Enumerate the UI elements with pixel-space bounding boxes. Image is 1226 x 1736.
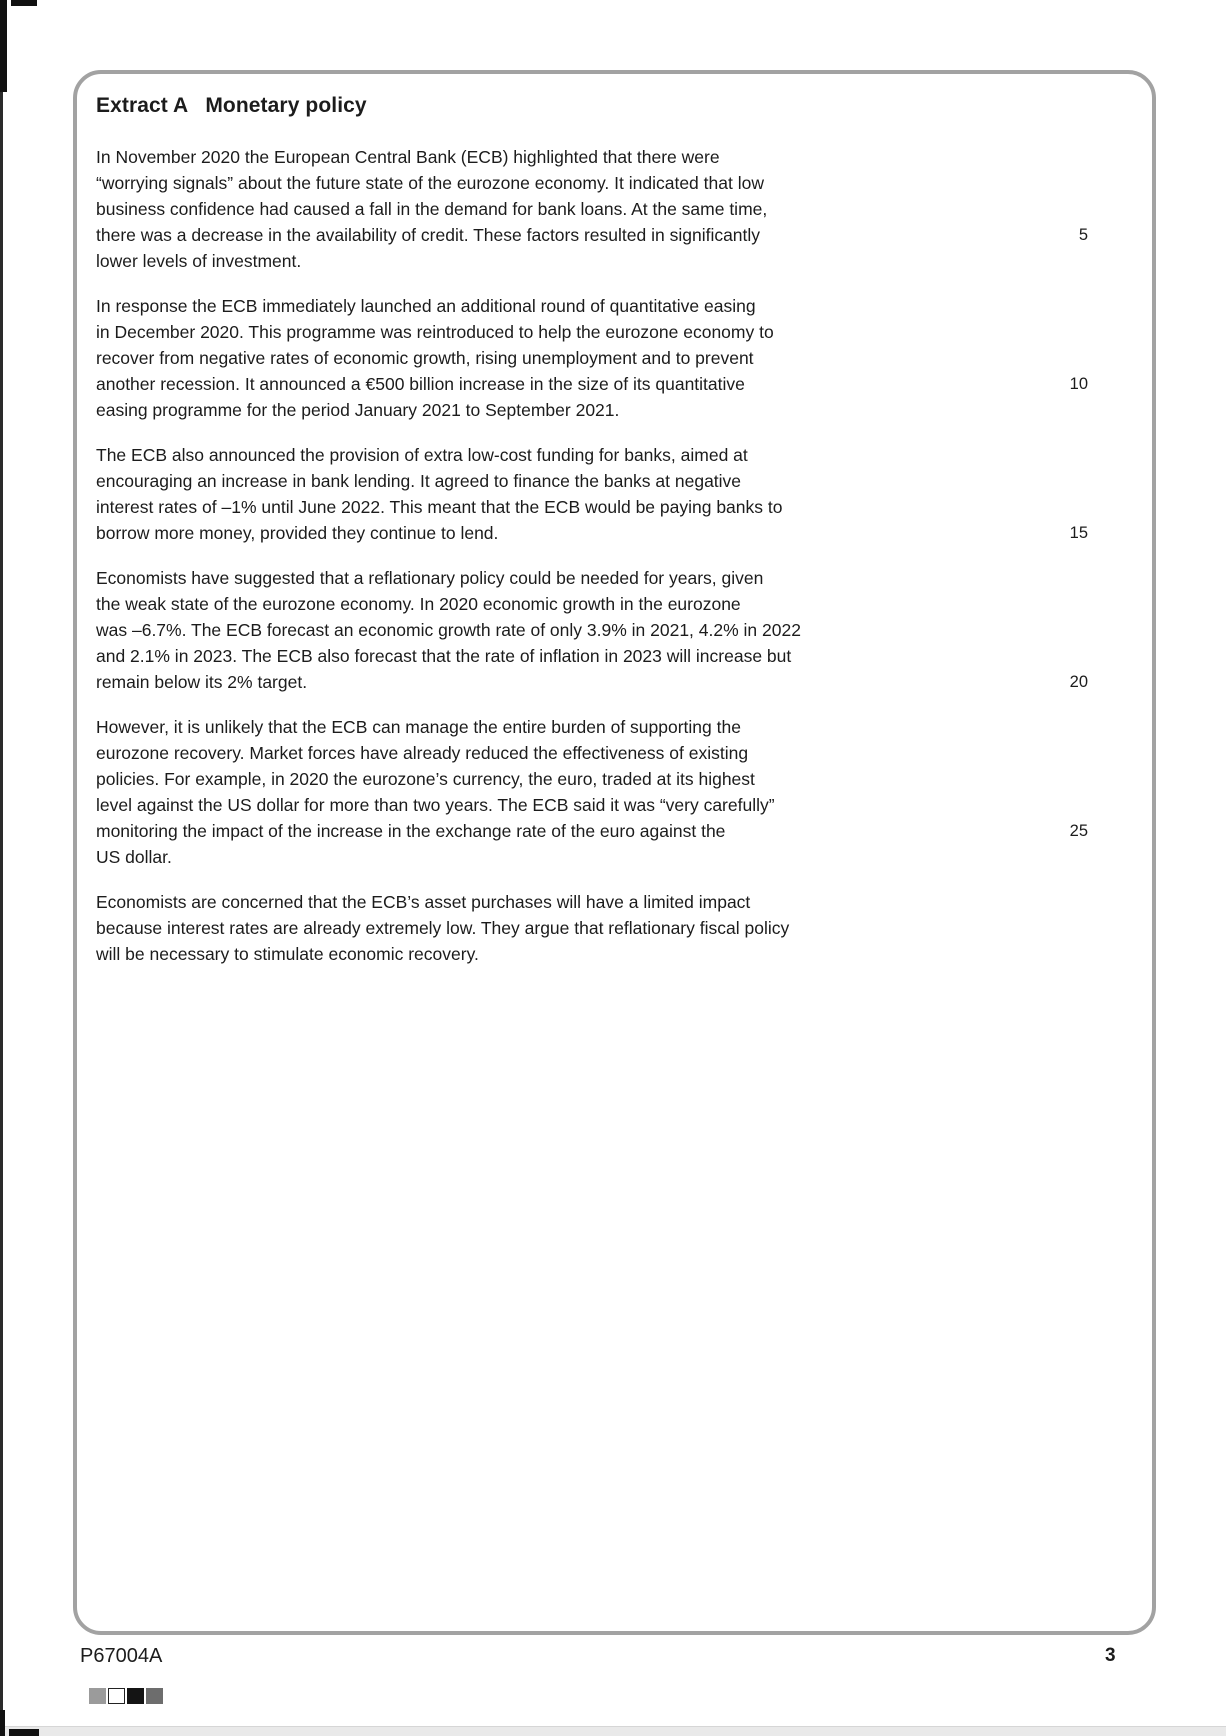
- text-line-content: because interest rates are already extremely low. They argue that reflationary fiscal policy: [96, 918, 790, 938]
- text-line: [96, 740, 1152, 766]
- text-line-content: and 2.1% in 2023. The ECB also forecast that the rate of inflation in 2023 will increase but: [96, 646, 792, 666]
- text-line: [96, 714, 1152, 740]
- text-line: [96, 144, 1152, 170]
- text-line-content: another recession. It announced a €500 billion increase in the size of its quantitative: [96, 374, 745, 394]
- text-line: [96, 844, 1152, 870]
- calibration-square: [89, 1688, 106, 1704]
- text-line-content: there was a decrease in the availability of credit. These factors resulted in significantly: [96, 225, 761, 245]
- text-line-content: The ECB also announced the provision of extra low-cost funding for banks, aimed at: [96, 445, 748, 465]
- page-left-edge-line: [0, 0, 3, 1736]
- text-line-content: will be necessary to stimulate economic recovery.: [96, 944, 479, 964]
- text-line-content: encouraging an increase in bank lending. It agreed to finance the banks at negative: [96, 471, 742, 491]
- extract-title: Monetary policy: [205, 94, 367, 117]
- text-line: [96, 889, 1152, 915]
- margin-line-number: 10: [1069, 375, 1088, 393]
- extract-heading: [96, 94, 1152, 118]
- text-line-content: level against the US dollar for more than two years. The ECB said it was “very carefully”: [96, 795, 775, 815]
- margin-line-number: 15: [1069, 524, 1088, 542]
- text-line-content: lower levels of investment.: [96, 251, 302, 271]
- text-line-content: easing programme for the period January 2021 to September 2021.: [96, 400, 620, 420]
- paper-code: P67004A: [80, 1645, 163, 1667]
- paragraph: [96, 565, 1152, 695]
- text-line: [96, 170, 1152, 196]
- text-line: [96, 818, 1152, 844]
- text-line: [96, 565, 1152, 591]
- text-line: [96, 643, 1152, 669]
- page-number: 3: [1105, 1645, 1116, 1666]
- page-bottom-strip: [0, 1726, 1226, 1736]
- text-line-content: interest rates of –1% until June 2022. This meant that the ECB would be paying banks to: [96, 497, 783, 517]
- text-line-content: “worrying signals” about the future state of the eurozone economy. It indicated that low: [96, 173, 764, 193]
- paragraph: [96, 714, 1152, 870]
- text-line-content: In response the ECB immediately launched an additional round of quantitative easing: [96, 296, 756, 316]
- text-line: [96, 915, 1152, 941]
- extract-paragraphs: [96, 144, 1152, 967]
- text-line: [96, 617, 1152, 643]
- calibration-square: [108, 1688, 125, 1704]
- text-line-content: Economists have suggested that a reflationary policy could be needed for years, given: [96, 568, 764, 588]
- margin-line-number: 5: [1078, 226, 1088, 244]
- text-line: [96, 293, 1152, 319]
- text-line-content: borrow more money, provided they continue to lend.: [96, 523, 499, 543]
- text-line: [96, 222, 1152, 248]
- text-line: [96, 669, 1152, 695]
- text-line: [96, 319, 1152, 345]
- margin-line-number: 20: [1069, 673, 1088, 691]
- text-line: [96, 520, 1152, 546]
- text-line-content: the weak state of the eurozone economy. In 2020 economic growth in the eurozone: [96, 594, 741, 614]
- registration-tick-bottom: [9, 1729, 39, 1736]
- text-line: [96, 248, 1152, 274]
- text-line: [96, 397, 1152, 423]
- registration-bar-top-left: [0, 0, 7, 92]
- text-line-content: recover from negative rates of economic growth, rising unemployment and to prevent: [96, 348, 754, 368]
- text-line-content: monitoring the impact of the increase in the exchange rate of the euro against the: [96, 821, 726, 841]
- text-line: [96, 766, 1152, 792]
- paragraph: [96, 293, 1152, 423]
- text-line: [96, 345, 1152, 371]
- paragraph: [96, 442, 1152, 546]
- text-line-content: in December 2020. This programme was reintroduced to help the eurozone economy to: [96, 322, 774, 342]
- calibration-square: [146, 1688, 163, 1704]
- text-line: [96, 941, 1152, 967]
- calibration-square: [127, 1688, 144, 1704]
- text-line-content: policies. For example, in 2020 the eurozone’s currency, the euro, traded at its highest: [96, 769, 755, 789]
- text-line-content: was –6.7%. The ECB forecast an economic growth rate of only 3.9% in 2021, 4.2% in 2022: [96, 620, 801, 640]
- color-calibration-squares: [89, 1688, 163, 1704]
- extract-box: [73, 70, 1156, 1635]
- text-line: [96, 442, 1152, 468]
- text-line-content: remain below its 2% target.: [96, 672, 308, 692]
- text-line-content: In November 2020 the European Central Bank (ECB) highlighted that there were: [96, 147, 720, 167]
- text-line: [96, 196, 1152, 222]
- text-line-content: business confidence had caused a fall in the demand for bank loans. At the same time,: [96, 199, 768, 219]
- registration-tick-top: [11, 0, 37, 6]
- paragraph: [96, 144, 1152, 274]
- text-line: [96, 371, 1152, 397]
- text-line: [96, 468, 1152, 494]
- text-line: [96, 591, 1152, 617]
- text-line-content: Economists are concerned that the ECB’s asset purchases will have a limited impact: [96, 892, 751, 912]
- text-line: [96, 792, 1152, 818]
- paragraph: [96, 889, 1152, 967]
- text-line: [96, 494, 1152, 520]
- text-line-content: eurozone recovery. Market forces have already reduced the effectiveness of existing: [96, 743, 749, 763]
- registration-bar-bottom-left: [0, 1710, 5, 1736]
- text-line-content: US dollar.: [96, 847, 172, 867]
- extract-label: Extract A: [96, 94, 189, 117]
- text-line-content: However, it is unlikely that the ECB can manage the entire burden of supporting the: [96, 717, 741, 737]
- margin-line-number: 25: [1069, 822, 1088, 840]
